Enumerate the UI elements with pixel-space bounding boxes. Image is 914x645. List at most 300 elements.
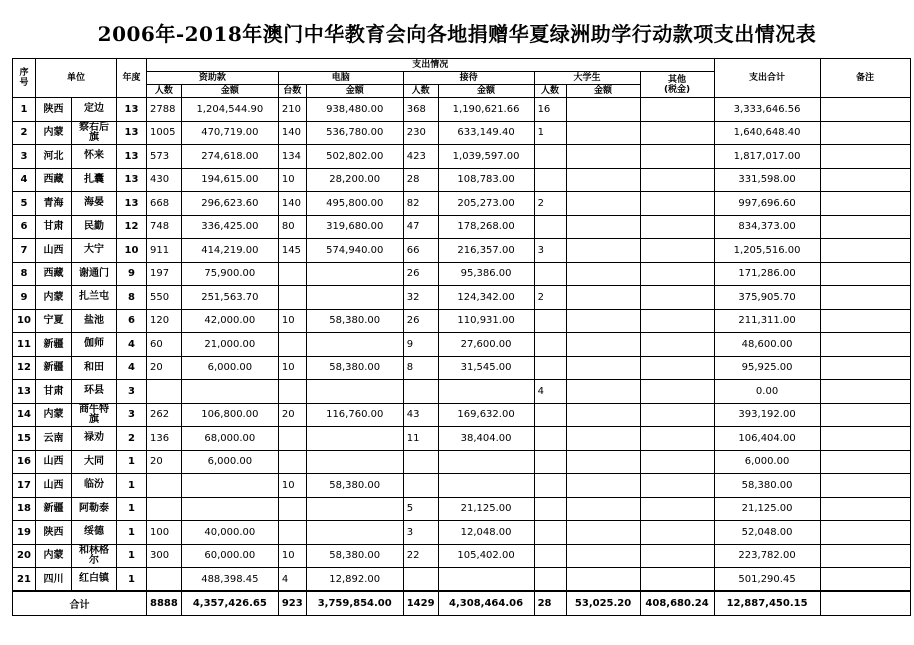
row-years: 1 <box>117 474 147 498</box>
row-rec-persons <box>403 474 438 498</box>
row-other <box>640 121 714 145</box>
row-remark <box>820 544 910 568</box>
row-col-persons <box>534 544 566 568</box>
row-col-amount <box>566 98 640 122</box>
row-remark <box>820 568 910 592</box>
row-aid-amount: 42,000.00 <box>181 309 278 333</box>
row-col-persons <box>534 568 566 592</box>
header-computer: 电脑 <box>278 72 403 85</box>
row-total: 3,333,646.56 <box>714 98 820 122</box>
row-rec-amount: 12,048.00 <box>438 521 534 545</box>
row-col-amount <box>566 380 640 404</box>
header-pc-count: 台数 <box>278 85 306 98</box>
row-col-amount <box>566 474 640 498</box>
row-rec-persons: 3 <box>403 521 438 545</box>
row-aid-amount: 194,615.00 <box>181 168 278 192</box>
row-pc-amount: 574,940.00 <box>306 239 403 263</box>
table-row <box>13 262 911 286</box>
row-province: 山西 <box>36 450 72 474</box>
row-col-amount <box>566 168 640 192</box>
row-province: 河北 <box>36 145 72 169</box>
table-row <box>13 427 911 451</box>
row-rec-persons: 230 <box>403 121 438 145</box>
row-rec-amount <box>438 450 534 474</box>
row-place: 商牛特旗 <box>72 403 117 427</box>
row-years: 1 <box>117 521 147 545</box>
row-col-persons: 2 <box>534 286 566 310</box>
row-aid-persons: 120 <box>147 309 182 333</box>
row-total: 375,905.70 <box>714 286 820 310</box>
row-col-amount <box>566 356 640 380</box>
row-years: 10 <box>117 239 147 263</box>
row-pc-amount <box>306 286 403 310</box>
row-aid-amount <box>181 380 278 404</box>
row-aid-amount: 6,000.00 <box>181 356 278 380</box>
row-no: 1 <box>13 98 36 122</box>
row-rec-amount: 633,149.40 <box>438 121 534 145</box>
row-pc-amount <box>306 497 403 521</box>
header-remark: 备注 <box>820 59 910 98</box>
row-aid-amount: 1,204,544.90 <box>181 98 278 122</box>
row-rec-persons: 26 <box>403 262 438 286</box>
total-col-amount: 53,025.20 <box>566 591 640 615</box>
header-college: 大学生 <box>534 72 640 85</box>
row-province: 内蒙 <box>36 403 72 427</box>
row-remark <box>820 474 910 498</box>
row-remark <box>820 145 910 169</box>
header-col-amount: 金额 <box>566 85 640 98</box>
row-years: 2 <box>117 427 147 451</box>
row-aid-amount: 414,219.00 <box>181 239 278 263</box>
row-pc-amount: 58,380.00 <box>306 474 403 498</box>
table-row <box>13 356 911 380</box>
row-col-amount <box>566 215 640 239</box>
row-remark <box>820 497 910 521</box>
row-remark <box>820 309 910 333</box>
header-other-label: 其他 <box>668 74 687 85</box>
row-col-persons <box>534 333 566 357</box>
header-total: 支出合计 <box>714 59 820 98</box>
row-col-persons: 2 <box>534 192 566 216</box>
row-place: 临汾 <box>72 474 117 498</box>
header-col-persons: 人数 <box>534 85 566 98</box>
row-remark <box>820 356 910 380</box>
row-pc-amount <box>306 262 403 286</box>
row-remark <box>820 380 910 404</box>
row-col-persons: 1 <box>534 121 566 145</box>
row-place: 盐池 <box>72 309 117 333</box>
row-pc-count <box>278 521 306 545</box>
row-place: 和田 <box>72 356 117 380</box>
row-col-persons <box>534 262 566 286</box>
row-province: 甘肃 <box>36 215 72 239</box>
row-pc-count <box>278 262 306 286</box>
row-rec-persons: 22 <box>403 544 438 568</box>
row-aid-persons: 550 <box>147 286 182 310</box>
spending-table <box>12 58 911 616</box>
row-place: 伽师 <box>72 333 117 357</box>
header-reception: 接待 <box>403 72 534 85</box>
row-pc-count: 134 <box>278 145 306 169</box>
table-row <box>13 450 911 474</box>
row-pc-count <box>278 427 306 451</box>
row-total: 501,290.45 <box>714 568 820 592</box>
row-place: 环县 <box>72 380 117 404</box>
row-col-persons <box>534 521 566 545</box>
row-no: 15 <box>13 427 36 451</box>
row-total: 1,205,516.00 <box>714 239 820 263</box>
row-aid-amount: 40,000.00 <box>181 521 278 545</box>
row-pc-count: 80 <box>278 215 306 239</box>
row-col-amount <box>566 427 640 451</box>
row-aid-persons: 2788 <box>147 98 182 122</box>
row-rec-persons: 26 <box>403 309 438 333</box>
row-pc-amount <box>306 427 403 451</box>
row-col-persons <box>534 474 566 498</box>
row-pc-count: 4 <box>278 568 306 592</box>
row-rec-amount: 108,783.00 <box>438 168 534 192</box>
row-total: 58,380.00 <box>714 474 820 498</box>
row-remark <box>820 427 910 451</box>
row-rec-persons: 66 <box>403 239 438 263</box>
row-total: 95,925.00 <box>714 356 820 380</box>
row-col-amount <box>566 145 640 169</box>
row-years: 13 <box>117 98 147 122</box>
row-rec-amount: 38,404.00 <box>438 427 534 451</box>
row-pc-amount <box>306 521 403 545</box>
row-no: 16 <box>13 450 36 474</box>
row-aid-amount <box>181 474 278 498</box>
row-col-amount <box>566 333 640 357</box>
row-remark <box>820 521 910 545</box>
row-col-amount <box>566 403 640 427</box>
row-other <box>640 521 714 545</box>
table-row <box>13 380 911 404</box>
header-other-sub: (税金) <box>663 84 691 95</box>
row-no: 20 <box>13 544 36 568</box>
row-total: 834,373.00 <box>714 215 820 239</box>
row-other <box>640 497 714 521</box>
table-row <box>13 497 911 521</box>
row-col-persons <box>534 427 566 451</box>
row-total: 1,640,648.40 <box>714 121 820 145</box>
row-aid-persons: 197 <box>147 262 182 286</box>
row-province: 西藏 <box>36 168 72 192</box>
row-rec-amount: 216,357.00 <box>438 239 534 263</box>
row-province: 陕西 <box>36 98 72 122</box>
row-province: 内蒙 <box>36 544 72 568</box>
row-rec-amount <box>438 474 534 498</box>
row-aid-persons: 60 <box>147 333 182 357</box>
total-row <box>13 591 911 615</box>
row-other <box>640 309 714 333</box>
row-other <box>640 286 714 310</box>
row-rec-persons: 8 <box>403 356 438 380</box>
row-pc-amount: 319,680.00 <box>306 215 403 239</box>
row-aid-persons: 300 <box>147 544 182 568</box>
table-row <box>13 192 911 216</box>
row-rec-persons: 423 <box>403 145 438 169</box>
row-aid-amount: 470,719.00 <box>181 121 278 145</box>
row-pc-amount: 116,760.00 <box>306 403 403 427</box>
row-other <box>640 450 714 474</box>
row-col-amount <box>566 568 640 592</box>
row-total: 106,404.00 <box>714 427 820 451</box>
table-row <box>13 98 911 122</box>
row-total: 1,817,017.00 <box>714 145 820 169</box>
row-rec-amount: 95,386.00 <box>438 262 534 286</box>
row-col-persons <box>534 168 566 192</box>
row-other <box>640 568 714 592</box>
row-place: 绥德 <box>72 521 117 545</box>
row-rec-amount: 178,268.00 <box>438 215 534 239</box>
table-row <box>13 145 911 169</box>
row-province: 宁夏 <box>36 309 72 333</box>
row-aid-persons: 668 <box>147 192 182 216</box>
row-no: 14 <box>13 403 36 427</box>
row-remark <box>820 286 910 310</box>
row-total: 393,192.00 <box>714 403 820 427</box>
row-col-amount <box>566 239 640 263</box>
row-rec-amount <box>438 568 534 592</box>
row-remark <box>820 262 910 286</box>
row-pc-count: 10 <box>278 474 306 498</box>
row-aid-persons <box>147 568 182 592</box>
table-row <box>13 521 911 545</box>
row-province: 山西 <box>36 239 72 263</box>
row-rec-persons: 368 <box>403 98 438 122</box>
row-province: 内蒙 <box>36 121 72 145</box>
row-total: 331,598.00 <box>714 168 820 192</box>
header-unit: 单位 <box>36 59 117 98</box>
header-rec-amount: 金额 <box>438 85 534 98</box>
row-province: 陕西 <box>36 521 72 545</box>
row-rec-persons: 9 <box>403 333 438 357</box>
row-aid-persons: 100 <box>147 521 182 545</box>
row-province: 新疆 <box>36 497 72 521</box>
row-aid-persons: 573 <box>147 145 182 169</box>
row-total: 21,125.00 <box>714 497 820 521</box>
row-place: 定边 <box>72 98 117 122</box>
row-aid-persons: 20 <box>147 356 182 380</box>
row-place: 谢通门 <box>72 262 117 286</box>
row-rec-amount: 1,039,597.00 <box>438 145 534 169</box>
row-remark <box>820 239 910 263</box>
row-aid-amount: 21,000.00 <box>181 333 278 357</box>
row-province: 西藏 <box>36 262 72 286</box>
row-no: 2 <box>13 121 36 145</box>
total-aid-amount: 4,357,426.65 <box>181 591 278 615</box>
row-aid-amount: 75,900.00 <box>181 262 278 286</box>
row-rec-amount: 124,342.00 <box>438 286 534 310</box>
row-years: 13 <box>117 192 147 216</box>
total-other: 408,680.24 <box>640 591 714 615</box>
row-col-amount <box>566 450 640 474</box>
table-row <box>13 239 911 263</box>
total-col-persons: 28 <box>534 591 566 615</box>
header-spending: 支出情况 <box>147 59 715 72</box>
row-province: 四川 <box>36 568 72 592</box>
row-col-persons: 3 <box>534 239 566 263</box>
row-no: 12 <box>13 356 36 380</box>
row-pc-count: 10 <box>278 168 306 192</box>
row-no: 6 <box>13 215 36 239</box>
header-aid-amount: 金额 <box>181 85 278 98</box>
row-years: 6 <box>117 309 147 333</box>
row-no: 3 <box>13 145 36 169</box>
row-place: 察右后旗 <box>72 121 117 145</box>
row-place: 扎兰屯 <box>72 286 117 310</box>
row-aid-amount: 488,398.45 <box>181 568 278 592</box>
row-years: 3 <box>117 380 147 404</box>
row-pc-count: 10 <box>278 544 306 568</box>
row-col-amount <box>566 544 640 568</box>
row-no: 9 <box>13 286 36 310</box>
row-rec-persons: 32 <box>403 286 438 310</box>
header-pc-amount: 金额 <box>306 85 403 98</box>
table-row <box>13 403 911 427</box>
row-col-persons <box>534 215 566 239</box>
row-col-amount <box>566 521 640 545</box>
row-no: 21 <box>13 568 36 592</box>
total-pc-amount: 3,759,854.00 <box>306 591 403 615</box>
row-col-persons <box>534 450 566 474</box>
page-title: 2006年-2018年澳门中华教育会向各地捐赠华夏绿洲助学行动款项支出情况表 <box>97 22 817 46</box>
row-pc-count: 10 <box>278 356 306 380</box>
row-aid-amount <box>181 497 278 521</box>
row-other <box>640 192 714 216</box>
header-rec-persons: 人数 <box>403 85 438 98</box>
total-pc-count: 923 <box>278 591 306 615</box>
row-pc-amount <box>306 380 403 404</box>
row-no: 18 <box>13 497 36 521</box>
row-pc-amount: 536,780.00 <box>306 121 403 145</box>
row-aid-persons: 748 <box>147 215 182 239</box>
row-rec-amount: 169,632.00 <box>438 403 534 427</box>
row-other <box>640 427 714 451</box>
row-total: 171,286.00 <box>714 262 820 286</box>
row-years: 13 <box>117 121 147 145</box>
row-no: 13 <box>13 380 36 404</box>
row-rec-persons: 28 <box>403 168 438 192</box>
row-col-persons: 16 <box>534 98 566 122</box>
row-remark <box>820 403 910 427</box>
row-pc-count: 10 <box>278 309 306 333</box>
row-province: 新疆 <box>36 356 72 380</box>
row-pc-amount: 58,380.00 <box>306 356 403 380</box>
row-remark <box>820 215 910 239</box>
row-total: 997,696.60 <box>714 192 820 216</box>
row-years: 13 <box>117 145 147 169</box>
row-province: 内蒙 <box>36 286 72 310</box>
row-other <box>640 262 714 286</box>
row-col-amount <box>566 262 640 286</box>
header-aid-persons: 人数 <box>147 85 182 98</box>
row-aid-persons: 136 <box>147 427 182 451</box>
row-rec-amount: 31,545.00 <box>438 356 534 380</box>
row-aid-amount: 274,618.00 <box>181 145 278 169</box>
row-col-amount <box>566 286 640 310</box>
total-aid-persons: 8888 <box>147 591 182 615</box>
row-other <box>640 333 714 357</box>
row-pc-count: 210 <box>278 98 306 122</box>
total-rec-persons: 1429 <box>403 591 438 615</box>
row-years: 4 <box>117 333 147 357</box>
row-place: 阿勒泰 <box>72 497 117 521</box>
row-years: 1 <box>117 568 147 592</box>
row-rec-amount: 205,273.00 <box>438 192 534 216</box>
header-aid: 资助款 <box>147 72 279 85</box>
row-col-amount <box>566 121 640 145</box>
row-rec-amount: 21,125.00 <box>438 497 534 521</box>
row-total: 0.00 <box>714 380 820 404</box>
row-pc-amount: 28,200.00 <box>306 168 403 192</box>
row-years: 3 <box>117 403 147 427</box>
row-col-persons: 4 <box>534 380 566 404</box>
row-pc-count <box>278 286 306 310</box>
row-total: 223,782.00 <box>714 544 820 568</box>
row-other <box>640 98 714 122</box>
row-pc-count <box>278 497 306 521</box>
row-total: 48,600.00 <box>714 333 820 357</box>
row-no: 19 <box>13 521 36 545</box>
row-rec-amount: 27,600.00 <box>438 333 534 357</box>
row-col-amount <box>566 192 640 216</box>
row-aid-amount: 68,000.00 <box>181 427 278 451</box>
table-row <box>13 474 911 498</box>
row-aid-persons <box>147 380 182 404</box>
row-province: 山西 <box>36 474 72 498</box>
row-remark <box>820 192 910 216</box>
row-no: 8 <box>13 262 36 286</box>
row-place: 民勤 <box>72 215 117 239</box>
row-other <box>640 403 714 427</box>
row-col-persons <box>534 356 566 380</box>
row-remark <box>820 121 910 145</box>
row-province: 甘肃 <box>36 380 72 404</box>
row-years: 13 <box>117 168 147 192</box>
total-rec-amount: 4,308,464.06 <box>438 591 534 615</box>
row-remark <box>820 450 910 474</box>
row-years: 1 <box>117 450 147 474</box>
row-pc-amount <box>306 333 403 357</box>
row-years: 1 <box>117 544 147 568</box>
row-no: 4 <box>13 168 36 192</box>
row-col-persons <box>534 309 566 333</box>
table-row <box>13 309 911 333</box>
row-col-persons <box>534 497 566 521</box>
row-place: 大同 <box>72 450 117 474</box>
row-remark <box>820 98 910 122</box>
table-row <box>13 286 911 310</box>
row-aid-persons <box>147 474 182 498</box>
row-place: 扎囊 <box>72 168 117 192</box>
row-years: 1 <box>117 497 147 521</box>
row-other <box>640 168 714 192</box>
row-pc-count: 140 <box>278 121 306 145</box>
row-province: 新疆 <box>36 333 72 357</box>
row-other <box>640 239 714 263</box>
row-rec-amount: 105,402.00 <box>438 544 534 568</box>
row-place: 海晏 <box>72 192 117 216</box>
table-row <box>13 544 911 568</box>
row-place: 大宁 <box>72 239 117 263</box>
table-row <box>13 121 911 145</box>
row-place: 红白镇 <box>72 568 117 592</box>
row-remark <box>820 333 910 357</box>
row-rec-amount: 110,931.00 <box>438 309 534 333</box>
row-no: 5 <box>13 192 36 216</box>
